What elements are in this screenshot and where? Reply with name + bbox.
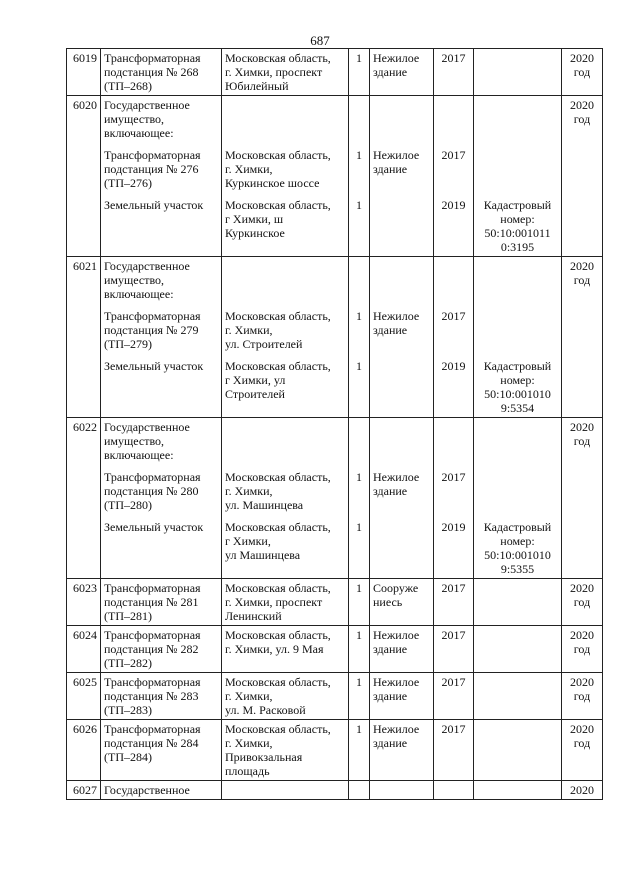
text-line: (ТП–282)	[104, 656, 152, 670]
text-line: подстанция № 283	[104, 689, 199, 703]
term-cell	[562, 673, 603, 720]
text-line: включающее:	[104, 126, 174, 140]
text-line: здание	[373, 736, 408, 750]
text-line: (ТП–283)	[104, 703, 152, 717]
text-line: Трансформаторная	[104, 628, 201, 642]
text-line: Нежилое	[373, 470, 420, 484]
text-line: ул. М. Расковой	[225, 703, 306, 717]
table-row	[67, 720, 603, 781]
text-line: 2020	[570, 259, 594, 273]
year-cell	[434, 673, 474, 720]
sub-block	[225, 359, 345, 415]
note-cell	[474, 96, 562, 257]
object-type-cell	[370, 781, 434, 800]
text-line: 50:10:001011	[484, 226, 551, 240]
note-cell	[474, 418, 562, 579]
table-row	[67, 96, 603, 257]
cell-value: 6027	[73, 783, 97, 797]
text-line: Государственное	[104, 420, 190, 434]
year-cell	[434, 626, 474, 673]
sub-block	[373, 198, 430, 254]
year-cell	[434, 579, 474, 626]
cell-value: 2019	[441, 359, 466, 373]
term-cell	[562, 781, 603, 800]
object-name-cell	[101, 257, 222, 418]
text-line: включающее:	[104, 448, 174, 462]
text-line: подстанция № 279	[104, 323, 199, 337]
text-line: Государственное	[104, 98, 190, 112]
text-line: 2020	[570, 783, 594, 797]
text-line: площадь	[225, 764, 270, 778]
sub-block	[225, 148, 345, 190]
text-line: здание	[373, 323, 408, 337]
text-line: Московская область,	[225, 198, 331, 212]
address-cell	[222, 418, 349, 579]
text-line: Нежилое	[373, 51, 420, 65]
text-line: Земельный участок	[104, 359, 204, 373]
cell-value: 6023	[73, 581, 97, 595]
text-line: г. Химки, проспект	[225, 65, 323, 79]
row-number-cell	[67, 626, 101, 673]
text-line: 0:3195	[500, 240, 535, 254]
address-cell	[222, 579, 349, 626]
cell-value: 2017	[441, 51, 466, 65]
cell-value: 1	[356, 581, 362, 595]
table-row	[67, 626, 603, 673]
text-line: год	[573, 65, 591, 79]
text-line: год	[573, 689, 591, 703]
text-line: год	[573, 112, 591, 126]
term-cell	[562, 96, 603, 257]
text-line: Кадастровый	[483, 198, 552, 212]
text-line: Юбилейный	[225, 79, 289, 93]
cell-value: 2017	[441, 581, 466, 595]
note-cell	[474, 49, 562, 96]
cell-value: 6022	[73, 420, 97, 434]
text-line: Нежилое	[373, 628, 420, 642]
sub-block	[477, 309, 558, 351]
cell-value: 6020	[73, 98, 97, 112]
object-type-cell	[370, 257, 434, 418]
text-line: имущество,	[104, 434, 165, 448]
term-cell	[562, 720, 603, 781]
sub-block	[477, 520, 558, 576]
text-line: здание	[373, 689, 408, 703]
object-type-cell	[370, 673, 434, 720]
text-line: Земельный участок	[104, 520, 204, 534]
text-line: 2020	[570, 675, 594, 689]
address-cell	[222, 781, 349, 800]
table-row	[67, 673, 603, 720]
note-cell	[474, 673, 562, 720]
spacer	[437, 98, 470, 140]
sub-block	[104, 198, 218, 254]
text-line: 2020	[570, 98, 594, 112]
term-cell	[562, 626, 603, 673]
term-cell	[562, 49, 603, 96]
sub-block	[352, 470, 366, 512]
quantity-cell	[349, 96, 370, 257]
object-type-cell	[370, 96, 434, 257]
year-cell	[434, 720, 474, 781]
cell-value: 2017	[441, 628, 466, 642]
cell-value: 1	[356, 309, 362, 323]
sub-block	[104, 309, 218, 351]
text-line: подстанция № 276	[104, 162, 199, 176]
text-line: г. Химки,	[225, 162, 273, 176]
registry-body	[67, 49, 603, 800]
text-line: Московская область,	[225, 359, 331, 373]
text-line: г Химки, ул	[225, 373, 286, 387]
text-line: Трансформаторная	[104, 722, 201, 736]
object-type-cell	[370, 49, 434, 96]
text-line: Нежилое	[373, 675, 420, 689]
spacer	[437, 259, 470, 301]
quantity-cell	[349, 579, 370, 626]
cell-value: 2017	[441, 675, 466, 689]
object-name-cell	[101, 418, 222, 579]
sub-block	[104, 520, 218, 576]
sub-block	[437, 198, 470, 254]
cell-value: 6026	[73, 722, 97, 736]
cell-value: 1	[356, 470, 362, 484]
spacer	[373, 259, 430, 301]
spacer	[352, 420, 366, 462]
text-line: Государственное	[104, 259, 190, 273]
row-number-cell	[67, 720, 101, 781]
cell-value: 2019	[441, 520, 466, 534]
text-line: Московская область,	[225, 722, 331, 736]
object-name-cell	[101, 673, 222, 720]
address-cell	[222, 49, 349, 96]
text-line: год	[573, 434, 591, 448]
text-line: г Химки, ш	[225, 212, 284, 226]
text-line: Трансформаторная	[104, 309, 201, 323]
quantity-cell	[349, 257, 370, 418]
text-line: (ТП–279)	[104, 337, 152, 351]
text-line: г. Химки,	[225, 484, 273, 498]
note-cell	[474, 257, 562, 418]
note-cell	[474, 579, 562, 626]
object-name-cell	[101, 49, 222, 96]
sub-block	[352, 359, 366, 415]
spacer	[352, 259, 366, 301]
text-line: здание	[373, 642, 408, 656]
cell-value: 1	[356, 148, 362, 162]
cell-value: 1	[356, 51, 362, 65]
sub-block	[352, 309, 366, 351]
text-line: (ТП–280)	[104, 498, 152, 512]
text-line: здание	[373, 484, 408, 498]
text-line: 9:5355	[500, 562, 535, 576]
row-number-cell	[67, 781, 101, 800]
sub-block	[104, 98, 218, 140]
year-cell	[434, 96, 474, 257]
term-cell	[562, 257, 603, 418]
cell-value: 1	[356, 675, 362, 689]
object-name-cell	[101, 720, 222, 781]
text-line: г. Химки,	[225, 323, 273, 337]
text-line: г. Химки,	[225, 736, 273, 750]
text-line: Московская область,	[225, 309, 331, 323]
text-line: Куркинское шоссе	[225, 176, 320, 190]
text-line: год	[573, 273, 591, 287]
text-line: подстанция № 268	[104, 65, 199, 79]
text-line: номер:	[500, 534, 535, 548]
spacer	[352, 98, 366, 140]
text-line: Московская область,	[225, 520, 331, 534]
text-line: подстанция № 280	[104, 484, 199, 498]
text-line: подстанция № 282	[104, 642, 199, 656]
text-line: (ТП–284)	[104, 750, 152, 764]
sub-block	[352, 520, 366, 576]
object-type-cell	[370, 418, 434, 579]
cell-value: 2019	[441, 198, 466, 212]
table-row	[67, 418, 603, 579]
spacer	[373, 420, 430, 462]
text-line: ул. Машинцева	[225, 498, 304, 512]
text-line: Кадастровый	[483, 359, 552, 373]
cell-value: 6021	[73, 259, 97, 273]
text-line: Трансформаторная	[104, 470, 201, 484]
cell-value: 6019	[73, 51, 97, 65]
address-cell	[222, 673, 349, 720]
text-line: Сооруже	[373, 581, 419, 595]
text-line: подстанция № 284	[104, 736, 199, 750]
text-line: Государственное	[104, 783, 190, 797]
cell-value: 6024	[73, 628, 97, 642]
table-row	[67, 579, 603, 626]
address-cell	[222, 96, 349, 257]
property-registry-table	[66, 48, 603, 800]
text-line: Московская область,	[225, 470, 331, 484]
sub-block	[373, 309, 430, 351]
object-type-cell	[370, 579, 434, 626]
cell-value: 1	[356, 520, 362, 534]
cell-value: 6025	[73, 675, 97, 689]
address-cell	[222, 257, 349, 418]
quantity-cell	[349, 673, 370, 720]
sub-block	[437, 470, 470, 512]
year-cell	[434, 781, 474, 800]
text-line: г Химки,	[225, 534, 271, 548]
spacer	[477, 420, 558, 462]
row-number-cell	[67, 579, 101, 626]
text-line: Строителей	[225, 387, 285, 401]
text-line: номер:	[500, 212, 535, 226]
row-number-cell	[67, 418, 101, 579]
year-cell	[434, 418, 474, 579]
text-line: имущество,	[104, 273, 165, 287]
sub-block	[104, 259, 218, 301]
term-cell	[562, 418, 603, 579]
object-name-cell	[101, 781, 222, 800]
text-line: г. Химки,	[225, 689, 273, 703]
text-line: (ТП–281)	[104, 609, 152, 623]
text-line: Трансформаторная	[104, 581, 201, 595]
quantity-cell	[349, 418, 370, 579]
object-name-cell	[101, 579, 222, 626]
sub-block	[352, 148, 366, 190]
sub-block	[225, 470, 345, 512]
quantity-cell	[349, 781, 370, 800]
text-line: здание	[373, 162, 408, 176]
sub-block	[104, 359, 218, 415]
row-number-cell	[67, 49, 101, 96]
text-line: Земельный участок	[104, 198, 204, 212]
text-line: 50:10:001010	[484, 387, 551, 401]
address-cell	[222, 626, 349, 673]
spacer	[477, 98, 558, 140]
sub-block	[373, 520, 430, 576]
text-line: Трансформаторная	[104, 675, 201, 689]
text-line: ул Машинцева	[225, 548, 301, 562]
text-line: ниесь	[373, 595, 403, 609]
sub-block	[437, 359, 470, 415]
text-line: г. Химки, ул. 9 Мая	[225, 642, 324, 656]
table-row	[67, 257, 603, 418]
quantity-cell	[349, 49, 370, 96]
text-line: 2020	[570, 581, 594, 595]
text-line: здание	[373, 65, 408, 79]
sub-block	[477, 470, 558, 512]
text-line: Нежилое	[373, 309, 420, 323]
row-number-cell	[67, 96, 101, 257]
table-row	[67, 49, 603, 96]
object-name-cell	[101, 626, 222, 673]
text-line: ул. Строителей	[225, 337, 303, 351]
cell-value: 1	[356, 198, 362, 212]
cell-value: 2017	[441, 148, 466, 162]
text-line: Трансформаторная	[104, 148, 201, 162]
text-line: включающее:	[104, 287, 174, 301]
quantity-cell	[349, 626, 370, 673]
cell-value: 1	[356, 359, 362, 373]
address-cell	[222, 720, 349, 781]
text-line: Куркинское	[225, 226, 285, 240]
sub-block	[104, 148, 218, 190]
sub-block	[225, 309, 345, 351]
spacer	[225, 420, 345, 462]
sub-block	[477, 198, 558, 254]
table-row	[67, 781, 603, 800]
object-type-cell	[370, 720, 434, 781]
page-number: 687	[310, 33, 330, 48]
text-line: Московская область,	[225, 51, 331, 65]
text-line: Московская область,	[225, 581, 331, 595]
object-name-cell	[101, 96, 222, 257]
cell-value: 2017	[441, 722, 466, 736]
text-line: 2020	[570, 722, 594, 736]
cell-value: 2017	[441, 309, 466, 323]
spacer	[477, 259, 558, 301]
row-number-cell	[67, 257, 101, 418]
sub-block	[373, 470, 430, 512]
text-line: Трансформаторная	[104, 51, 201, 65]
sub-block	[477, 148, 558, 190]
sub-block	[352, 198, 366, 254]
quantity-cell	[349, 720, 370, 781]
year-cell	[434, 257, 474, 418]
sub-block	[373, 359, 430, 415]
text-line: Московская область,	[225, 148, 331, 162]
text-line: Нежилое	[373, 722, 420, 736]
year-cell	[434, 49, 474, 96]
object-type-cell	[370, 626, 434, 673]
note-cell	[474, 720, 562, 781]
text-line: год	[573, 595, 591, 609]
sub-block	[373, 148, 430, 190]
text-line: Московская область,	[225, 675, 331, 689]
text-line: Кадастровый	[483, 520, 552, 534]
cell-value: 1	[356, 628, 362, 642]
sub-block	[437, 309, 470, 351]
term-cell	[562, 579, 603, 626]
text-line: 2020	[570, 628, 594, 642]
text-line: г. Химки, проспект	[225, 595, 323, 609]
sub-block	[225, 198, 345, 254]
note-cell	[474, 781, 562, 800]
spacer	[225, 98, 345, 140]
text-line: Московская область,	[225, 628, 331, 642]
text-line: 2020	[570, 51, 594, 65]
cell-value: 2017	[441, 470, 466, 484]
sub-block	[225, 520, 345, 576]
note-cell	[474, 626, 562, 673]
sub-block	[104, 470, 218, 512]
text-line: год	[573, 736, 591, 750]
text-line: Ленинский	[225, 609, 282, 623]
text-line: (ТП–268)	[104, 79, 152, 93]
spacer	[437, 420, 470, 462]
sub-block	[477, 359, 558, 415]
row-number-cell	[67, 673, 101, 720]
spacer	[225, 259, 345, 301]
text-line: 50:10:001010	[484, 548, 551, 562]
sub-block	[437, 520, 470, 576]
text-line: (ТП–276)	[104, 176, 152, 190]
text-line: Нежилое	[373, 148, 420, 162]
spacer	[373, 98, 430, 140]
cell-value: 1	[356, 722, 362, 736]
text-line: 2020	[570, 420, 594, 434]
text-line: год	[573, 642, 591, 656]
text-line: подстанция № 281	[104, 595, 199, 609]
sub-block	[437, 148, 470, 190]
text-line: имущество,	[104, 112, 165, 126]
text-line: 9:5354	[500, 401, 535, 415]
text-line: Привокзальная	[225, 750, 303, 764]
text-line: номер:	[500, 373, 535, 387]
sub-block	[104, 420, 218, 462]
